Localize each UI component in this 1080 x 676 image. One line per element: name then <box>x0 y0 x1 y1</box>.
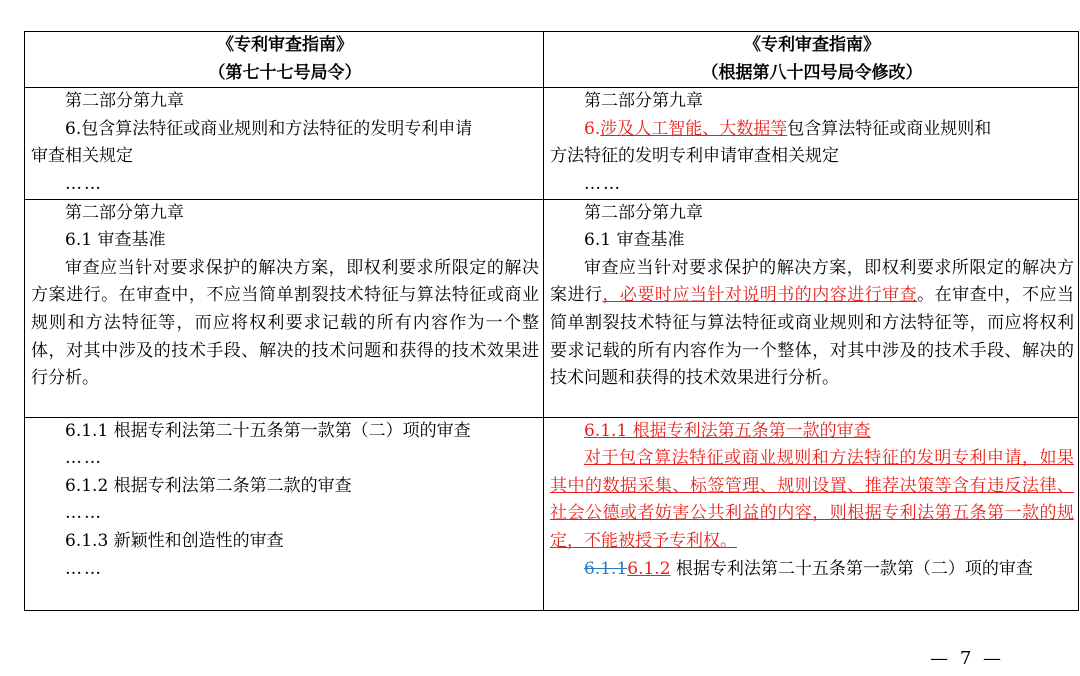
body-paragraph <box>550 255 1074 393</box>
header-left-subtitle: （第七十七号局令） <box>208 62 362 83</box>
table-row <box>25 88 1079 199</box>
chapter-label: 第二部分第九章 <box>65 202 184 223</box>
ellipsis: …… <box>584 173 622 194</box>
section-title-line1 <box>550 116 1074 144</box>
deleted-number: 6.1.1 <box>584 558 628 579</box>
header-right-subtitle: （根据第八十四号局令修改） <box>701 62 923 83</box>
ellipsis: …… <box>65 173 103 194</box>
renumbered-subsection-heading <box>550 556 1074 584</box>
inserted-text: 涉及人工智能、大数据等 <box>600 118 788 139</box>
row1-left-cell <box>25 88 544 199</box>
chapter-label: 第二部分第九章 <box>584 91 703 112</box>
header-left-title: 《专利审查指南》 <box>217 35 353 55</box>
row3-left-cell <box>25 417 544 610</box>
subsection-heading: 6.1.2 根据专利法第二条第二款的审查 <box>65 475 352 496</box>
header-left <box>25 32 544 88</box>
ellipsis: …… <box>65 503 103 524</box>
comparison-table <box>24 31 1079 611</box>
row3-right-cell <box>544 417 1079 610</box>
chapter-label: 第二部分第九章 <box>584 202 703 223</box>
page-number: — 7 — <box>930 648 1004 669</box>
section-title-rest: 包含算法特征或商业规则和 <box>787 118 992 139</box>
section-title-line2: 审查相关规定 <box>31 146 133 167</box>
header-right <box>544 32 1079 88</box>
paragraph-part-a: 审查应当针对要求保护的解决方案，即权利要求所限定的解决方案进行 <box>550 257 1074 306</box>
paragraph-part-b: 。在审查中，不应当简单割裂技术特征与算法特征或商业规则和方法特征等，而应将权利要求记载的所有内容作为一个整体，对其中涉及的技术手段、解决的技术问题和获得的技术效果进行分析。 <box>550 285 1075 389</box>
table-row <box>25 199 1079 417</box>
subsection-heading: 6.1.1 根据专利法第二十五条第一款第（二）项的审查 <box>65 420 471 441</box>
subsection-title: 根据专利法第二十五条第一款第（二）项的审查 <box>670 558 1033 579</box>
table-row <box>25 417 1079 610</box>
chapter-label: 第二部分第九章 <box>65 91 184 112</box>
section-title-line2: 方法特征的发明专利申请审查相关规定 <box>550 146 839 167</box>
inserted-text: ，必要时应当针对说明书的内容进行审查 <box>602 285 918 306</box>
section-number: 6. <box>584 118 601 139</box>
row1-right-cell <box>544 88 1079 199</box>
body-paragraph: 审查应当针对要求保护的解决方案，即权利要求所限定的解决方案进行。在审查中，不应当简单割裂技术特征与算法特征或商业规则和方法特征等，而应将权利要求记载的所有内容作为一个整体，对其中涉及的技术手段、解决的技术问题和获得的技术效果进行分析。 <box>31 257 539 389</box>
new-number: 6.1.2 <box>627 558 671 579</box>
inserted-paragraph: 对于包含算法特征或商业规则和方法特征的发明专利申请，如果其中的数据采集、标签管理、规则设置、推荐决策等含有违反法律、社会公德或者妨害公共利益的内容，则根据专利法第五条第一款的规定，不能被授予专利权。 <box>550 448 1074 551</box>
section-heading: 6.1 审查基准 <box>584 230 685 251</box>
header-right-title: 《专利审查指南》 <box>744 35 880 55</box>
row2-right-cell <box>544 199 1079 417</box>
row2-left-cell <box>25 199 544 417</box>
subsection-heading: 6.1.3 新颖性和创造性的审查 <box>65 530 284 551</box>
section-title-line1: 6.包含算法特征或商业规则和方法特征的发明专利申请 <box>65 118 473 139</box>
header-row <box>25 32 1079 88</box>
ellipsis: …… <box>65 558 103 579</box>
ellipsis: …… <box>65 448 103 469</box>
section-heading: 6.1 审查基准 <box>65 230 166 251</box>
inserted-subsection-heading: 6.1.1 根据专利法第五条第一款的审查 <box>584 420 871 441</box>
